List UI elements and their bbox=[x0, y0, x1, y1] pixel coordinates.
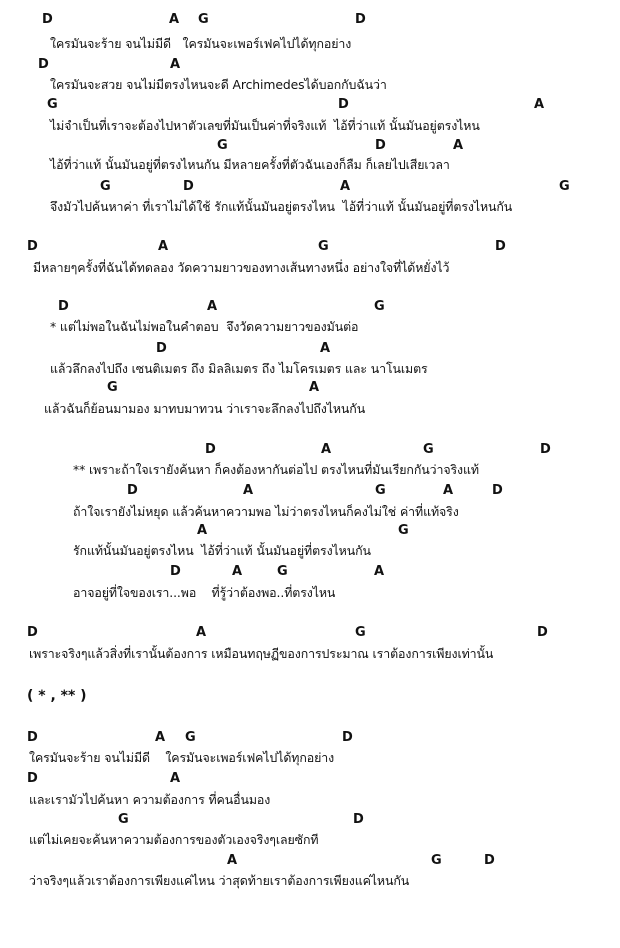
lyric-line bbox=[0, 542, 620, 562]
lyric-text: รักแท้นั้นมันอยู่ตรงไหน ไอ้ที่ว่าแท้ นั้นมันอยู่ที่ตรงไหนกัน bbox=[73, 543, 371, 558]
lyric-line bbox=[0, 76, 620, 96]
lyric-line bbox=[0, 360, 620, 380]
lyric-text: ไม่จำเป็นที่เราจะต้องไปหาตัวเลขที่มันเป็นค่าที่จริงแท้ ไอ้ที่ว่าแท้ นั้นมันอยู่ตรงไหน bbox=[50, 118, 480, 133]
chord: D bbox=[338, 97, 349, 112]
lyric-text: แล้วฉันก็ย้อนมามอง มาทบมาทวน ว่าเราจะลึกลงไปถึงไหนกัน bbox=[44, 401, 366, 416]
lyric-line bbox=[0, 872, 620, 892]
lyric-text: อาจอยู่ที่ใจของเรา...พอ ที่รู้ว่าต้องพอ..ที่ตรงไหน bbox=[73, 585, 336, 600]
lyric-line bbox=[0, 461, 620, 481]
chord: G bbox=[185, 730, 196, 745]
chord-line bbox=[0, 523, 620, 543]
chord-line bbox=[0, 57, 620, 77]
lyric-line bbox=[0, 35, 620, 55]
lyric-text: ** เพราะถ้าใจเรายังค้นหา ก็คงต้องหากันต่อไป ตรงไหนที่มันเรียกกันว่าจริงแท้ bbox=[73, 462, 479, 477]
chord-line bbox=[0, 12, 620, 32]
chord: G bbox=[47, 97, 58, 112]
chord-line bbox=[0, 239, 620, 259]
chord: A bbox=[227, 853, 238, 868]
lyric-text: ใครมันจะสวย จนไม่มีตรงไหนจะดี Archimedesได้บอกกับฉันว่า bbox=[50, 77, 387, 92]
lyric-line bbox=[0, 156, 620, 176]
lyric-text: ว่าจริงๆแล้วเราต้องการเพียงแค่ไหน ว่าสุดท้ายเราต้องการเพียงแค่ไหนกัน bbox=[29, 873, 410, 888]
lyric-text: * แต่ไม่พอในฉันไม่พอในคำตอบ จึงวัดความยาวของมันต่อ bbox=[50, 319, 359, 334]
chord: A bbox=[207, 299, 218, 314]
chord: A bbox=[374, 564, 385, 579]
chord: D bbox=[127, 483, 138, 498]
chord: D bbox=[183, 179, 194, 194]
chord: A bbox=[443, 483, 454, 498]
chord: D bbox=[484, 853, 495, 868]
lyric-text: ไอ้ที่ว่าแท้ นั้นมันอยู่ที่ตรงไหนกัน มีหลายครั้งที่ตัวฉันเองก็ลืม ก็เลยไปเสียเวลา bbox=[50, 157, 450, 172]
chord: D bbox=[27, 625, 38, 640]
lyric-text: แต่ไม่เคยจะค้นหาความต้องการของตัวเองจริงๆเลยซักที bbox=[29, 832, 319, 847]
chord: A bbox=[155, 730, 166, 745]
chord: A bbox=[170, 57, 181, 72]
lyric-text: แล้วลึกลงไปถึง เซนติเมตร ถึง มิลลิเมตร ถึง ไมโครเมตร และ นาโนเมตร bbox=[50, 361, 428, 376]
chord-line bbox=[0, 483, 620, 503]
chord: A bbox=[320, 341, 331, 356]
chord: A bbox=[158, 239, 169, 254]
chord-line bbox=[0, 138, 620, 158]
chord: G bbox=[107, 380, 118, 395]
chord: A bbox=[340, 179, 351, 194]
chord-line bbox=[0, 853, 620, 873]
chord-line bbox=[0, 730, 620, 750]
chord: A bbox=[196, 625, 207, 640]
chord: G bbox=[355, 625, 366, 640]
chord: G bbox=[431, 853, 442, 868]
lyric-line bbox=[0, 503, 620, 523]
lyric-line bbox=[0, 791, 620, 811]
chord-line bbox=[0, 771, 620, 791]
chord-line bbox=[0, 299, 620, 319]
chord: A bbox=[453, 138, 464, 153]
lyric-line bbox=[0, 318, 620, 338]
chord: A bbox=[321, 442, 332, 457]
chord: G bbox=[559, 179, 570, 194]
chord: D bbox=[27, 730, 38, 745]
chord: A bbox=[243, 483, 254, 498]
chord: D bbox=[27, 239, 38, 254]
chord: D bbox=[492, 483, 503, 498]
chord: D bbox=[342, 730, 353, 745]
chord: D bbox=[58, 299, 69, 314]
chord: G bbox=[318, 239, 329, 254]
chord: A bbox=[197, 523, 208, 538]
chord: D bbox=[27, 771, 38, 786]
chord: D bbox=[38, 57, 49, 72]
chord: D bbox=[205, 442, 216, 457]
chord-line bbox=[0, 341, 620, 361]
lyric-line bbox=[0, 117, 620, 137]
chord: A bbox=[170, 771, 181, 786]
chord: D bbox=[170, 564, 181, 579]
chord-line bbox=[0, 97, 620, 117]
lyric-text: มีหลายๆครั้งที่ฉันได้ทดลอง วัดความยาวของทางเส้นทางหนึ่ง อย่างใจที่ได้หยั่งไว้ bbox=[33, 260, 450, 275]
lyric-line bbox=[0, 831, 620, 851]
chord: D bbox=[540, 442, 551, 457]
lyric-line bbox=[0, 749, 620, 769]
chord: G bbox=[277, 564, 288, 579]
chord: D bbox=[375, 138, 386, 153]
lyric-line bbox=[0, 645, 620, 665]
chord-line bbox=[0, 442, 620, 462]
lyric-text: และเรามัวไปค้นหา ความต้องการ ที่คนอื่นมอง bbox=[29, 792, 271, 807]
lyric-line bbox=[0, 259, 620, 279]
chord: A bbox=[534, 97, 545, 112]
lyric-text: ใครมันจะร้าย จนไม่มีดี ใครมันจะเพอร์เฟคไปได้ทุกอย่าง bbox=[50, 36, 352, 51]
chord-line bbox=[0, 380, 620, 400]
chord: D bbox=[537, 625, 548, 640]
chord: G bbox=[118, 812, 129, 827]
lyric-text: เพราะจริงๆแล้วสิ่งที่เรานั้นต้องการ เหมือนทฤษฏีของการประมาณ เราต้องการเพียงเท่านั้น bbox=[29, 646, 494, 661]
lyric-line bbox=[0, 198, 620, 218]
chord: D bbox=[42, 12, 53, 27]
chord: A bbox=[169, 12, 180, 27]
lyric-text: ใครมันจะร้าย จนไม่มีดี ใครมันจะเพอร์เฟคไปได้ทุกอย่าง bbox=[29, 750, 335, 765]
chord-line bbox=[0, 625, 620, 645]
repeat-marker: ( * , ** ) bbox=[27, 688, 87, 704]
lyric-line bbox=[0, 584, 620, 604]
chord: G bbox=[398, 523, 409, 538]
chord: D bbox=[355, 12, 366, 27]
chord: G bbox=[375, 483, 386, 498]
chord: A bbox=[232, 564, 243, 579]
chord: D bbox=[156, 341, 167, 356]
chord-line bbox=[0, 179, 620, 199]
chord: G bbox=[217, 138, 228, 153]
lyric-text: จึงมัวไปค้นหาค่า ที่เราไม่ได้ใช้ รักแท้นั้นมันอยู่ตรงไหน ไอ้ที่ว่าแท้ นั้นมันอยู่ที่ตรงไหนกัน bbox=[50, 199, 513, 214]
chord: G bbox=[423, 442, 434, 457]
chord: G bbox=[374, 299, 385, 314]
chord-line bbox=[0, 564, 620, 584]
chord: G bbox=[100, 179, 111, 194]
chord: D bbox=[495, 239, 506, 254]
lyric-line bbox=[0, 400, 620, 420]
chord-line bbox=[0, 812, 620, 832]
chord: D bbox=[353, 812, 364, 827]
lyric-text: ถ้าใจเรายังไม่หยุด แล้วค้นหาความพอ ไม่ว่าตรงไหนก็คงไม่ใช่ ค่าที่แท้จริง bbox=[73, 504, 459, 519]
chord: A bbox=[309, 380, 320, 395]
chord: G bbox=[198, 12, 209, 27]
repeat-line bbox=[0, 687, 620, 707]
